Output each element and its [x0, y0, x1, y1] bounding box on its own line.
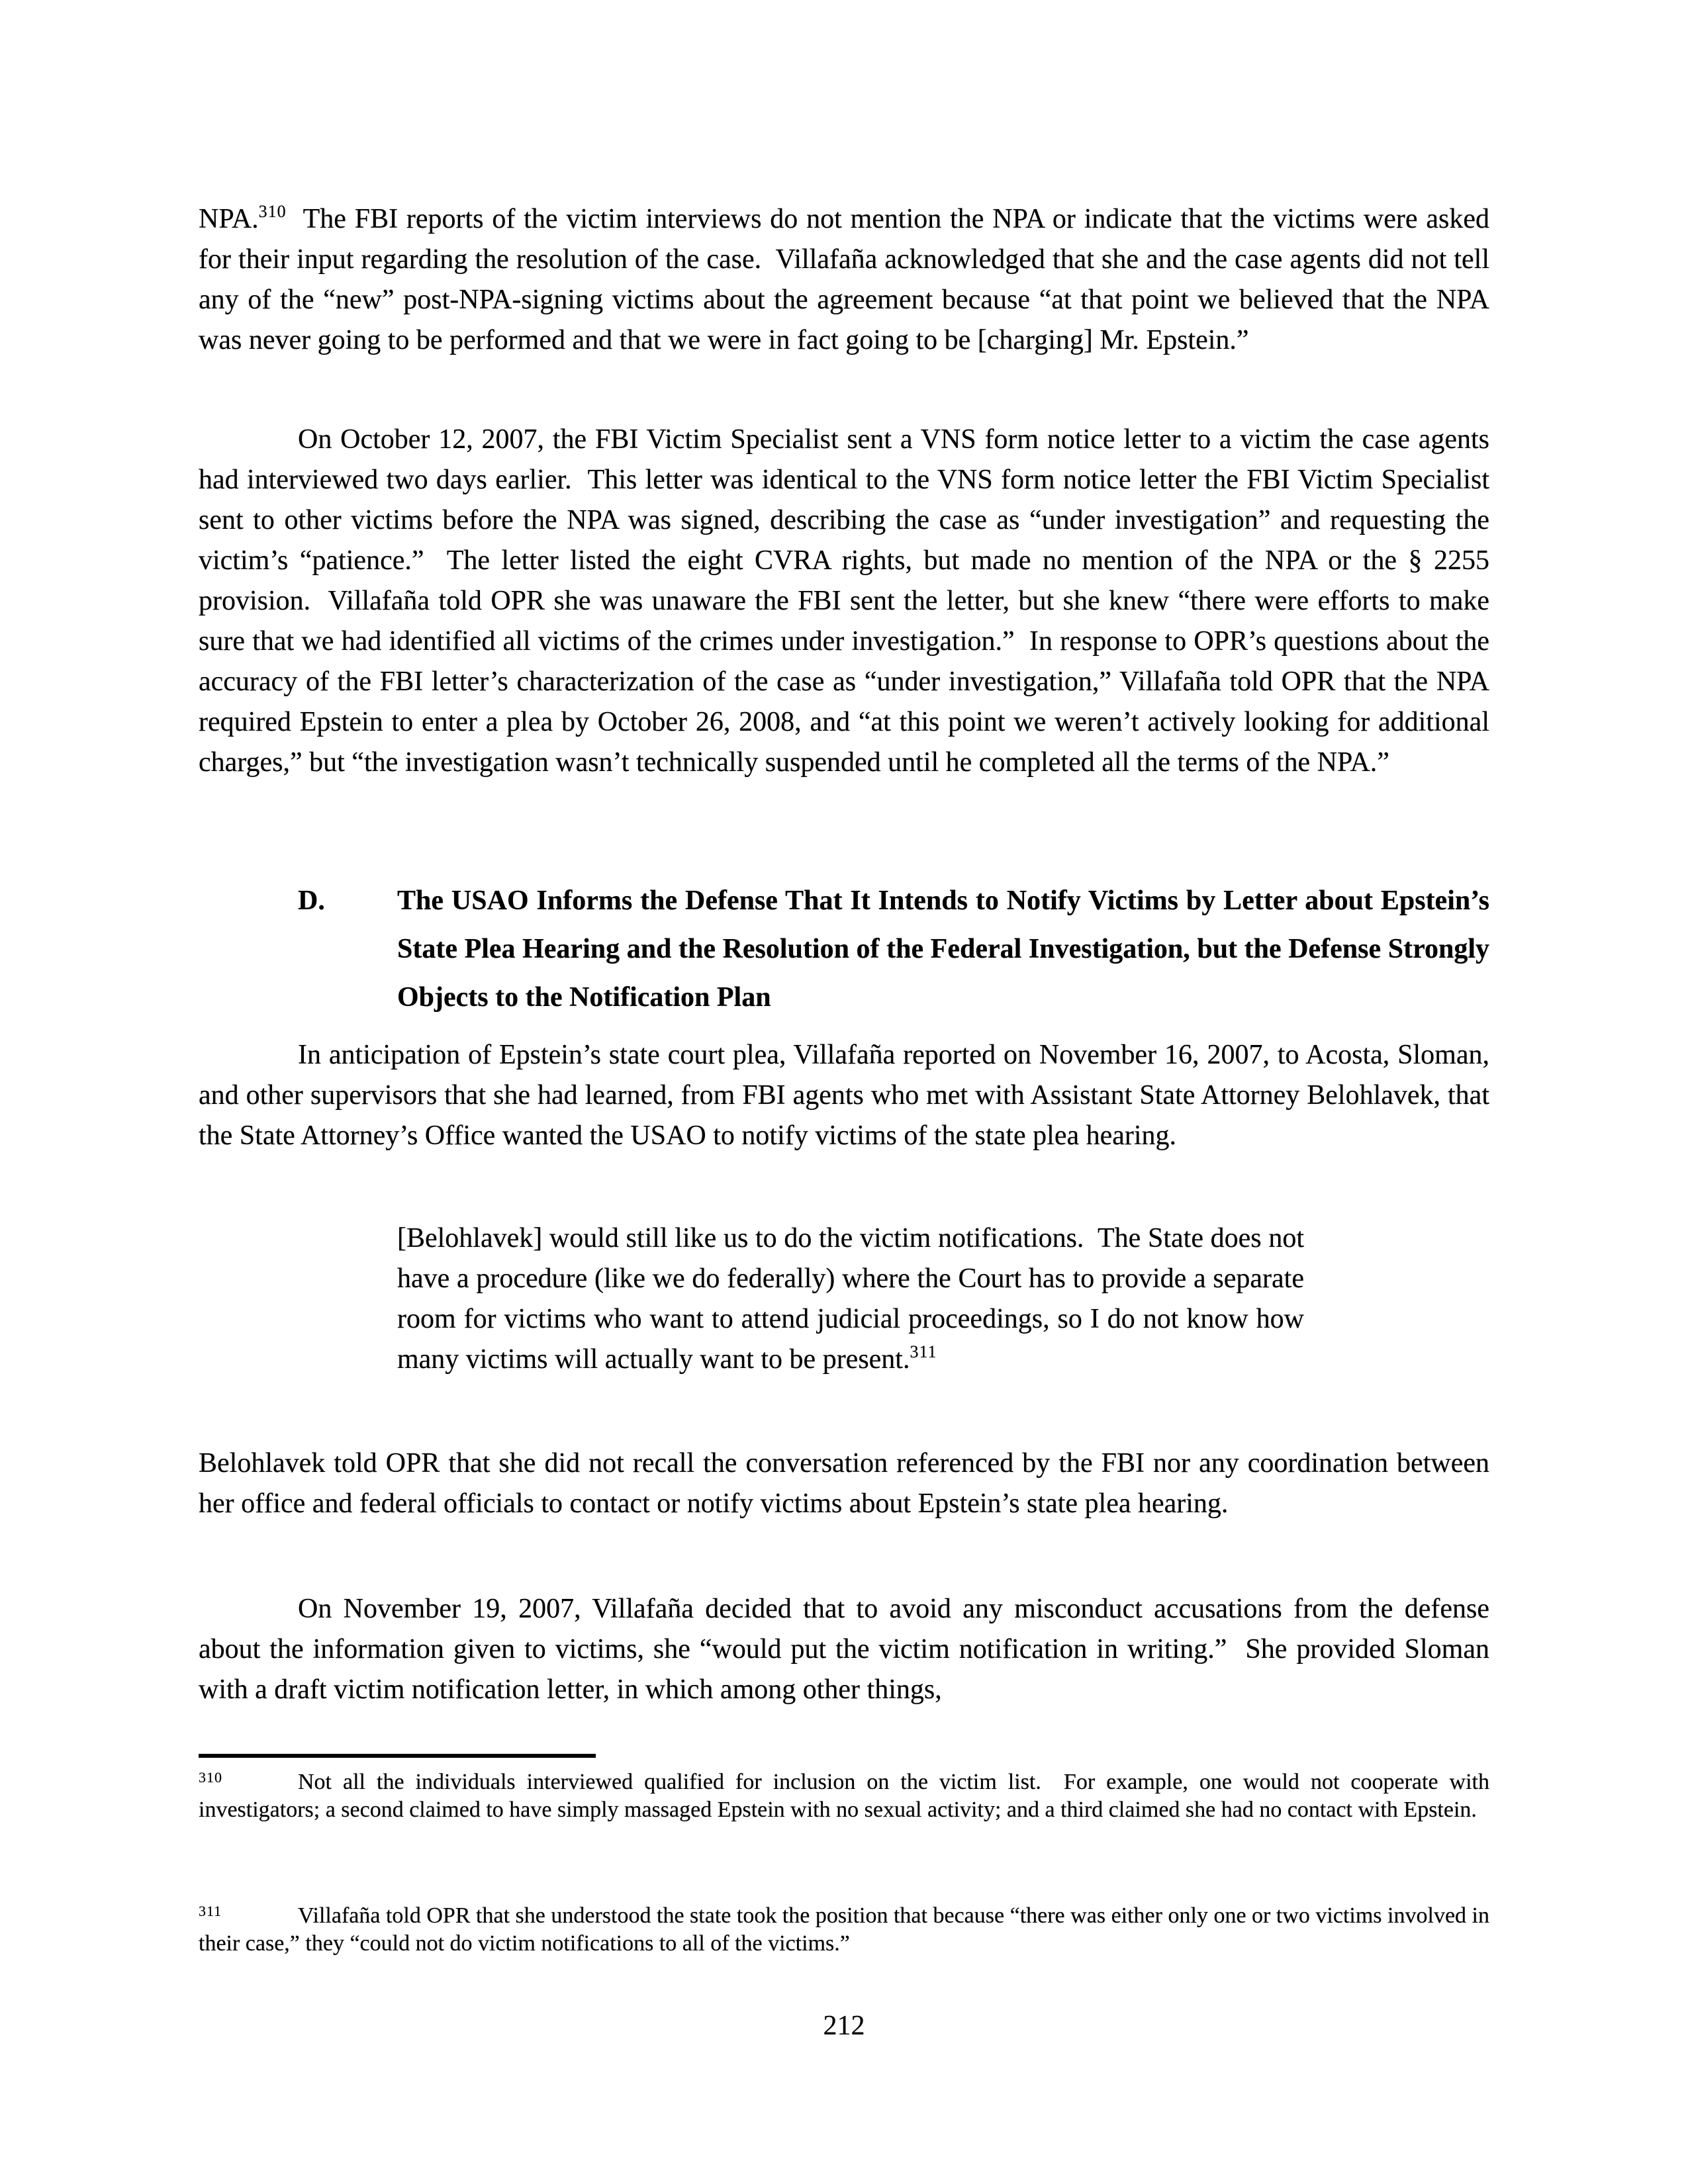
body-paragraph-5: On November 19, 2007, Villafaña decided that to avoid any misconduct accusations from the defense about the information given to victims, she “would put the victim notification in writing.” She provided Sloman with a draft victim notification letter, in which among other things, [199, 1594, 1497, 1705]
footnote-marker-box [199, 1902, 298, 1930]
body-paragraph-3: In anticipation of Epstein’s state court plea, Villafaña reported on November 16, 2007, to Acosta, Sloman, and other supervisors that she had learned, from FBI agents who met with Assistant State Attorney Belohlavek, that the State Attorney’s Office wanted the USAO to notify victims of the state plea hearing. [199, 1040, 1497, 1151]
body-paragraph-2: On October 12, 2007, the FBI Victim Specialist sent a VNS form notice letter to a victim the case agents had interviewed two days earlier. This letter was identical to the VNS form notice letter the FBI Victim Specialist sent to other victims before the NPA was signed, describing the case as “under investigation” and requesting the victim’s “patience.” The letter listed the eight CVRA rights, but made no mention of the NPA or the § 2255 provision. Villafaña told OPR she was unaware the FBI sent the letter, but she knew “there were efforts to make sure that we had identified all victims of the crimes under investigation.” In response to OPR’s questions about the accuracy of the FBI letter’s characterization of the case as “under investigation,” Villafaña told OPR that the NPA required Epstein to enter a plea by October 26, 2008, and “at this point we weren’t actively looking for additional charges,” but “the investigation wasn’t technically suspended until he completed all the terms of the NPA.” [199, 424, 1497, 778]
footnote-marker: 311 [199, 1903, 222, 1919]
footnote-marker: 310 [199, 1769, 222, 1786]
heading-label: D. [298, 886, 325, 916]
heading-text: The USAO Informs the Defense That It Intends to Notify Victims by Letter about Epstein’s State Plea Hearing and the Resolution of the Federal Investigation, but the Defense Strongly Objects to the Notification Plan [397, 886, 1497, 1013]
footnote-311 [199, 1902, 1495, 1958]
footnote-ref-310: 310 [258, 202, 287, 221]
footnote-marker-box [199, 1768, 298, 1796]
paragraph-text: The FBI reports of the victim interviews do not mention the NPA or indicate that the victims were asked for their input regarding the resolution of the case. Villafaña acknowledged that she and the case agents did not tell any of the “new” post-NPA-signing victims about the agreement because “at that point we believed that the NPA was never going to be performed and that we were in fact going to be [charging] Mr. Epstein.” [199, 204, 1497, 355]
footnote-separator [199, 1754, 596, 1758]
body-paragraph-1 [199, 199, 1497, 361]
paragraph-text: NPA. [199, 204, 259, 234]
footnote-ref-311: 311 [910, 1342, 937, 1361]
footnote-text: Not all the individuals interviewed qualified for inclusion on the victim list. For example, one would not cooperate with investigators; a second claimed to have simply massaged Epstein with no sexual activity; and a third claimed she had no contact with Epstein. [199, 1770, 1495, 1822]
footnote-310 [199, 1768, 1495, 1824]
quote-text: [Belohlavek] would still like us to do the victim notifications. The State does not have a procedure (like we do federally) where the Court has to provide a separate room for victims who want to attend judicial proceedings, so I do not know how many victims will actually want to be present. [397, 1223, 1311, 1375]
section-heading-d [298, 877, 1497, 1022]
block-quote [397, 1218, 1311, 1380]
body-paragraph-4: Belohlavek told OPR that she did not recall the conversation referenced by the FBI nor any coordination between her office and federal officials to contact or notify victims about Epstein’s state plea hearing. [199, 1448, 1497, 1519]
footnote-text: Villafaña told OPR that she understood the state took the position that because “there was either only one or two victims involved in their case,” they “could not do victim notifications to all of the victims.” [199, 1903, 1495, 1956]
page-number: 212 [823, 2011, 865, 2041]
